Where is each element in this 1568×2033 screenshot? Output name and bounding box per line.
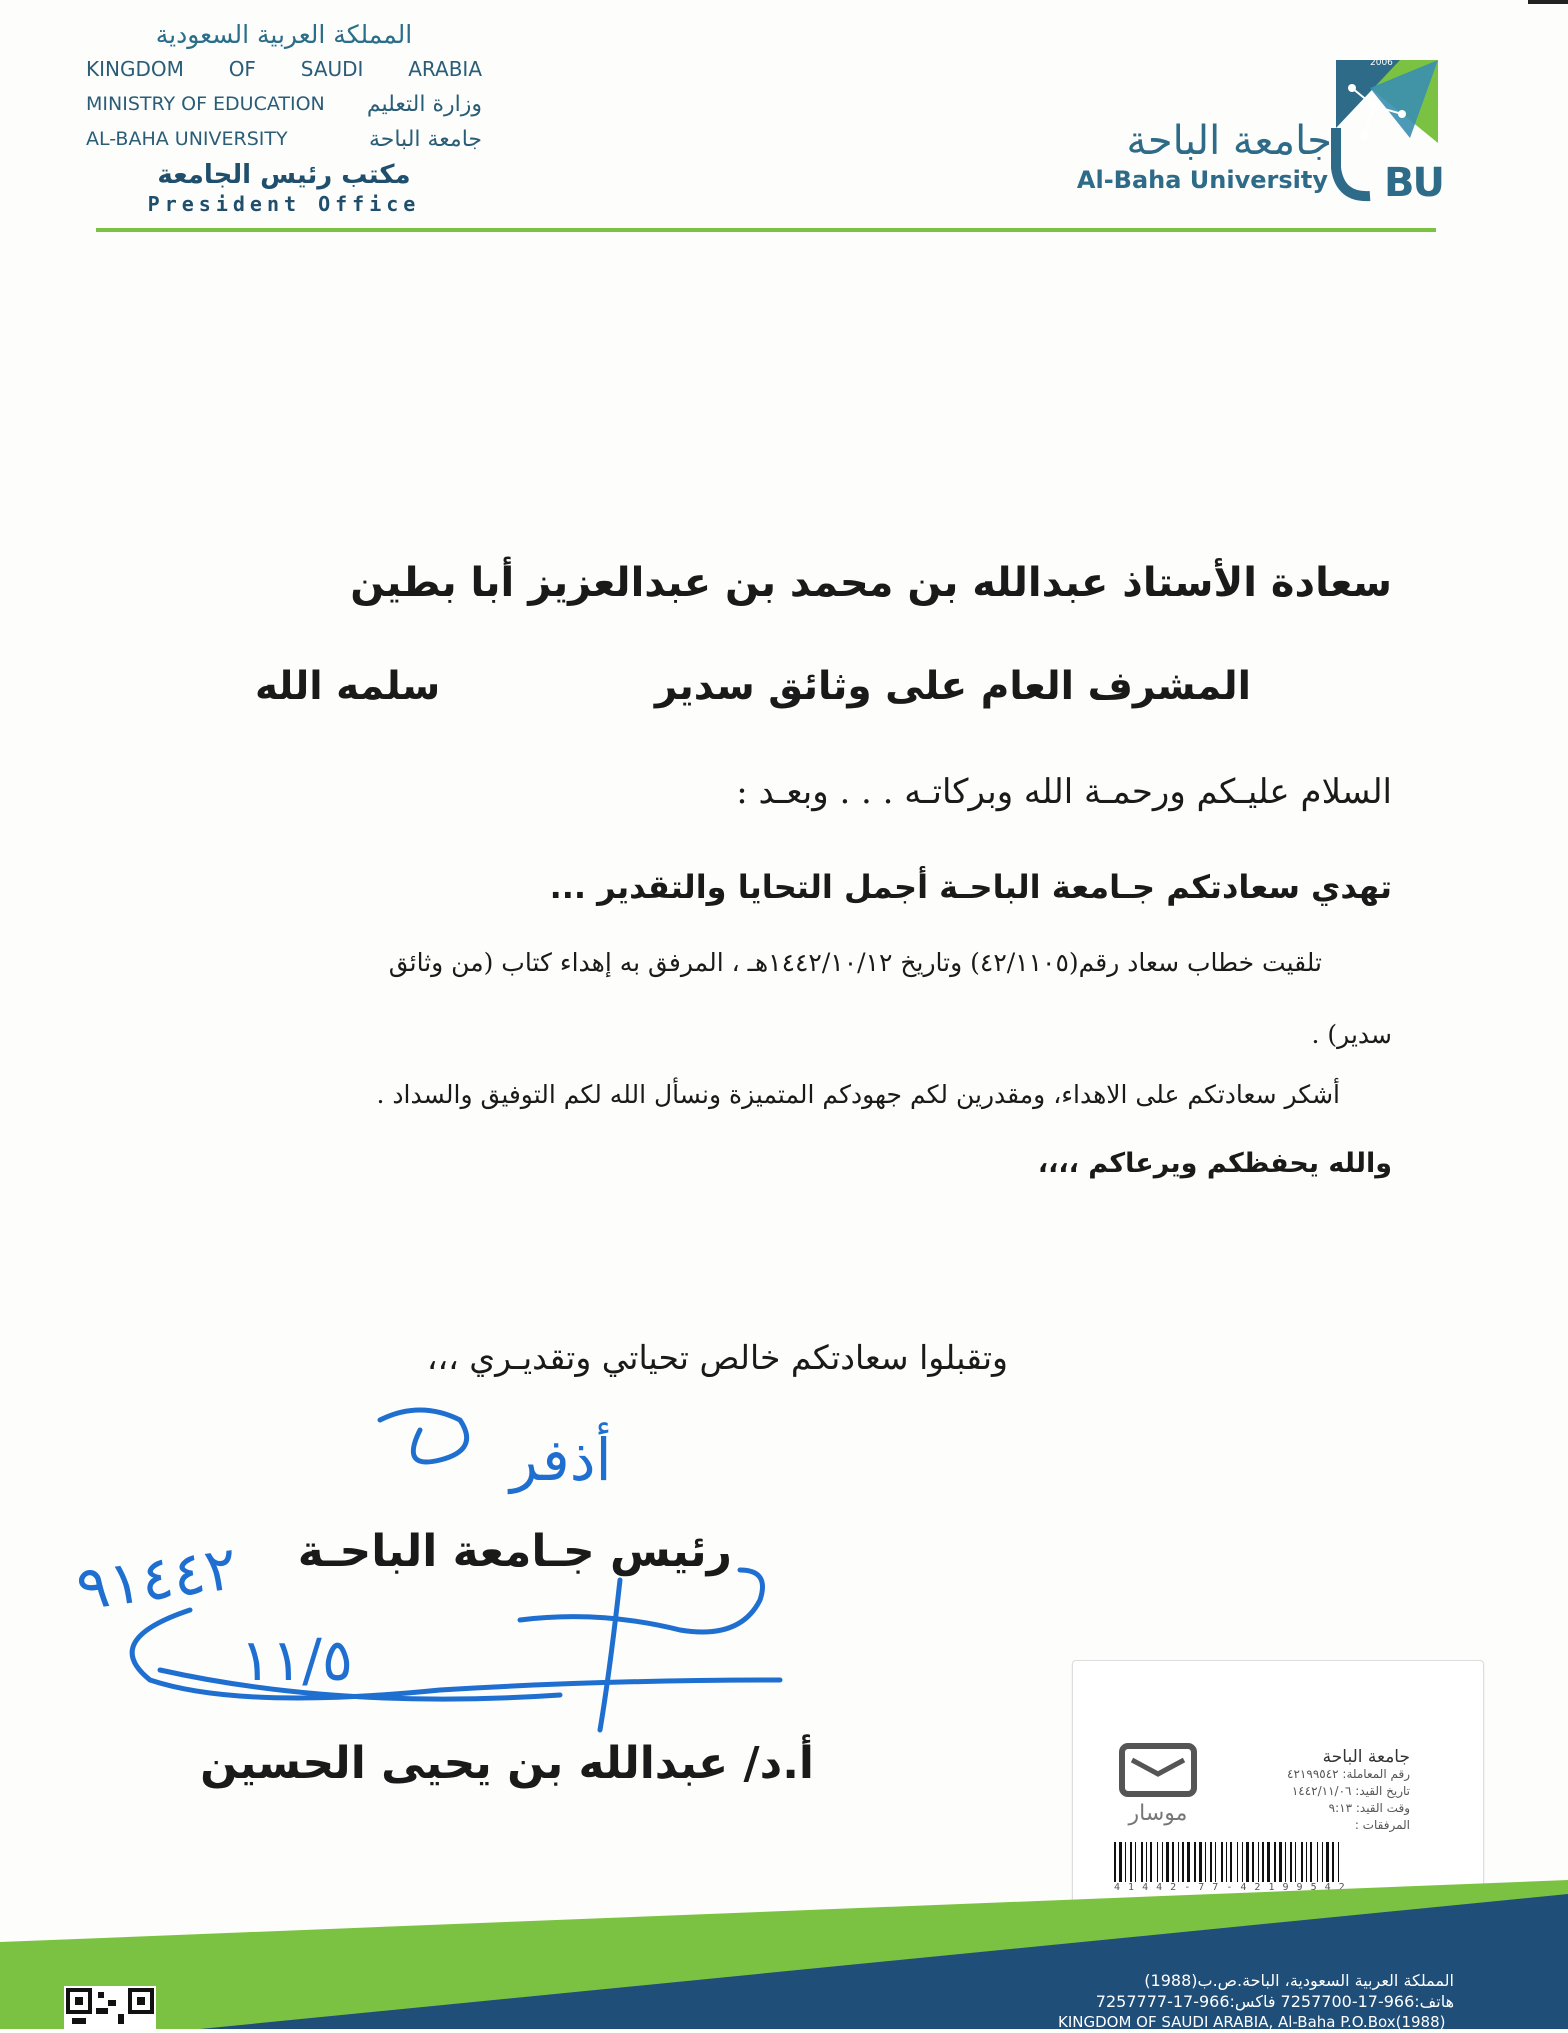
barcode-bar [1267,1842,1270,1882]
kingdom-en-word: KINGDOM [86,57,184,81]
logo-name-ar: جامعة الباحة [1126,118,1332,164]
barcode-bar [1199,1842,1202,1882]
handwritten-year: ٩١٤٤٢ [72,1533,242,1625]
logo-name-en: Al-Baha University [1076,166,1328,194]
logo-node [1369,101,1379,111]
barcode-bar [1215,1842,1216,1882]
header-left-block [86,18,482,217]
barcode-bar [1310,1842,1312,1882]
barcode-bar [1246,1842,1249,1882]
logo-node [1348,84,1356,92]
barcode-bar [1237,1842,1238,1882]
barcode-number: 4 1 4 4 2 - 7 7 - 4 2 1 9 9 5 4 2 [1114,1882,1346,1893]
barcode-bar [1338,1842,1339,1882]
kingdom-en [86,52,482,87]
barcode-bar [1230,1842,1232,1882]
signatory-title: رئيس جـامعة الباحـة [297,1526,732,1577]
qr-code-icon [64,1986,156,2029]
barcode-bar [1322,1842,1323,1882]
barcode-bar [1295,1842,1296,1882]
ministry-row [86,87,482,122]
barcode-bar [1187,1842,1190,1882]
barcode-bar [1194,1842,1196,1882]
header-divider [96,228,1436,232]
footer-phone: هاتف:966-17-7257700 فاكس:966-17-7257777 [1095,1992,1454,2011]
barcode-bar [1301,1842,1303,1882]
signatory-name: أ.د/ عبدالله بن يحيى الحسين [200,1738,814,1789]
stamp-org: جامعة الباحة [1322,1747,1410,1767]
barcode-bar [1332,1842,1334,1882]
logo-node [1360,132,1368,140]
ministry-ar: وزارة التعليم [366,92,482,117]
ministry-en: MINISTRY OF EDUCATION [86,93,325,115]
barcode-bar [1226,1842,1227,1882]
barcode-bar [1141,1842,1143,1882]
stamp-ref: رقم المعاملة: ٤٢١٩٩٥٤٢ [1287,1767,1410,1781]
footer-address-ar: المملكة العربية السعودية، الباحة.ص.ب(1988) [1144,1971,1454,1990]
barcode-bar [1178,1842,1179,1882]
addressee-line: سعادة الأستاذ عبدالله بن محمد بن عبدالعزيز أبا بطين [350,560,1392,606]
barcode-bar [1274,1842,1276,1882]
barcode-bar [1221,1842,1223,1882]
barcode-bar [1262,1842,1264,1882]
barcode-bar [1205,1842,1206,1882]
barcode-bar [1279,1842,1282,1882]
barcode-bar [1135,1842,1136,1882]
stamp-text-block [1210,1748,1410,1834]
paragraph-1-line-2: سدير) . [1311,1020,1392,1049]
addressee-salutation: سلمه الله [255,664,441,709]
barcode-bar [1119,1842,1122,1882]
barcode-bar [1157,1842,1158,1882]
kingdom-en-word: ARABIA [408,57,482,81]
university-row [86,122,482,157]
barcode [1114,1842,1344,1882]
barcode-bar [1182,1842,1184,1882]
stamp-time: وقت القيد: ٩:١٣ [1328,1801,1410,1815]
paragraph-2: أشكر سعادتكم على الاهداء، ومقدرين لكم جهودكم المتميزة ونسأل الله لكم التوفيق والسداد . [376,1080,1340,1109]
kingdom-ar: المملكة العربية السعودية [155,20,413,49]
barcode-bar [1306,1842,1307,1882]
paragraph-1-line-1: تلقيت خطاب سعاد رقم(٤٢/١١٠٥) وتاريخ ١٤٤٢/١٠/١٢هـ ، المرفق به إهداء كتاب (من وثائق [388,948,1322,977]
barcode-bar [1150,1842,1152,1882]
initial-mark [380,1410,467,1462]
signature-vertical [600,1580,620,1730]
footer-address-en: KINGDOM OF SAUDI ARABIA, Al-Baha P.O.Box(1988) [1058,2013,1446,2031]
signature-loop [520,1570,763,1632]
barcode-bar [1317,1842,1318,1882]
university-ar-small: جامعة الباحة [368,127,482,152]
stamp-brand-icon [1112,1740,1204,1830]
barcode-bar [1258,1842,1259,1882]
barcode-bar [1172,1842,1174,1882]
intro-line: تهدي سعادتكم جـامعة الباحـة أجمل التحايا والتقدير ... [549,868,1392,906]
barcode-bar [1285,1842,1286,1882]
barcode-bar [1146,1842,1147,1882]
barcode-bar [1290,1842,1292,1882]
logo-node [1398,110,1406,118]
regards-line: وتقبلوا سعادتكم خالص تحياتي وتقديـري ،،، [426,1338,1008,1377]
barcode-bar [1114,1842,1116,1882]
footer-address-block [1058,1970,1454,2033]
barcode-bar [1166,1842,1169,1882]
barcode-bar [1326,1842,1329,1882]
addressee-title: المشرف العام على وثائق سدير [654,664,1251,709]
stamp-brand-name: موسار [1128,1801,1188,1826]
edge-mark [1528,0,1568,4]
handwritten-mark-top: أذفر [510,1426,612,1494]
kingdom-en-word: OF [228,57,256,81]
office-en: President Office [147,192,421,216]
barcode-bar [1242,1842,1243,1882]
closing-line: والله يحفظكم ويرعاكم ،،،، [1037,1148,1392,1179]
university-en-caps: AL-BAHA UNIVERSITY [86,128,288,150]
barcode-bar [1130,1842,1132,1882]
barcode-bar [1162,1842,1163,1882]
barcode-bar [1252,1842,1254,1882]
handwritten-day: ١١/٥ [240,1626,353,1694]
stamp-attachments: المرفقات : [1354,1818,1410,1832]
logo-initials: BU [1384,160,1443,206]
stamp-date: تاريخ القيد: ١٤٤٢/١١/٠٦ [1291,1784,1410,1798]
office-ar: مكتب رئيس الجامعة [157,160,411,190]
logo-year: 2006 [1370,58,1393,68]
barcode-bar [1210,1842,1212,1882]
kingdom-en-word: SAUDI [300,57,364,81]
handwritten-signature-and-notes [40,1380,840,1740]
barcode-bar [1125,1842,1126,1882]
greeting-line: السلام عليـكم ورحمـة الله وبركاتـه . . . وبعـد : [736,772,1392,812]
